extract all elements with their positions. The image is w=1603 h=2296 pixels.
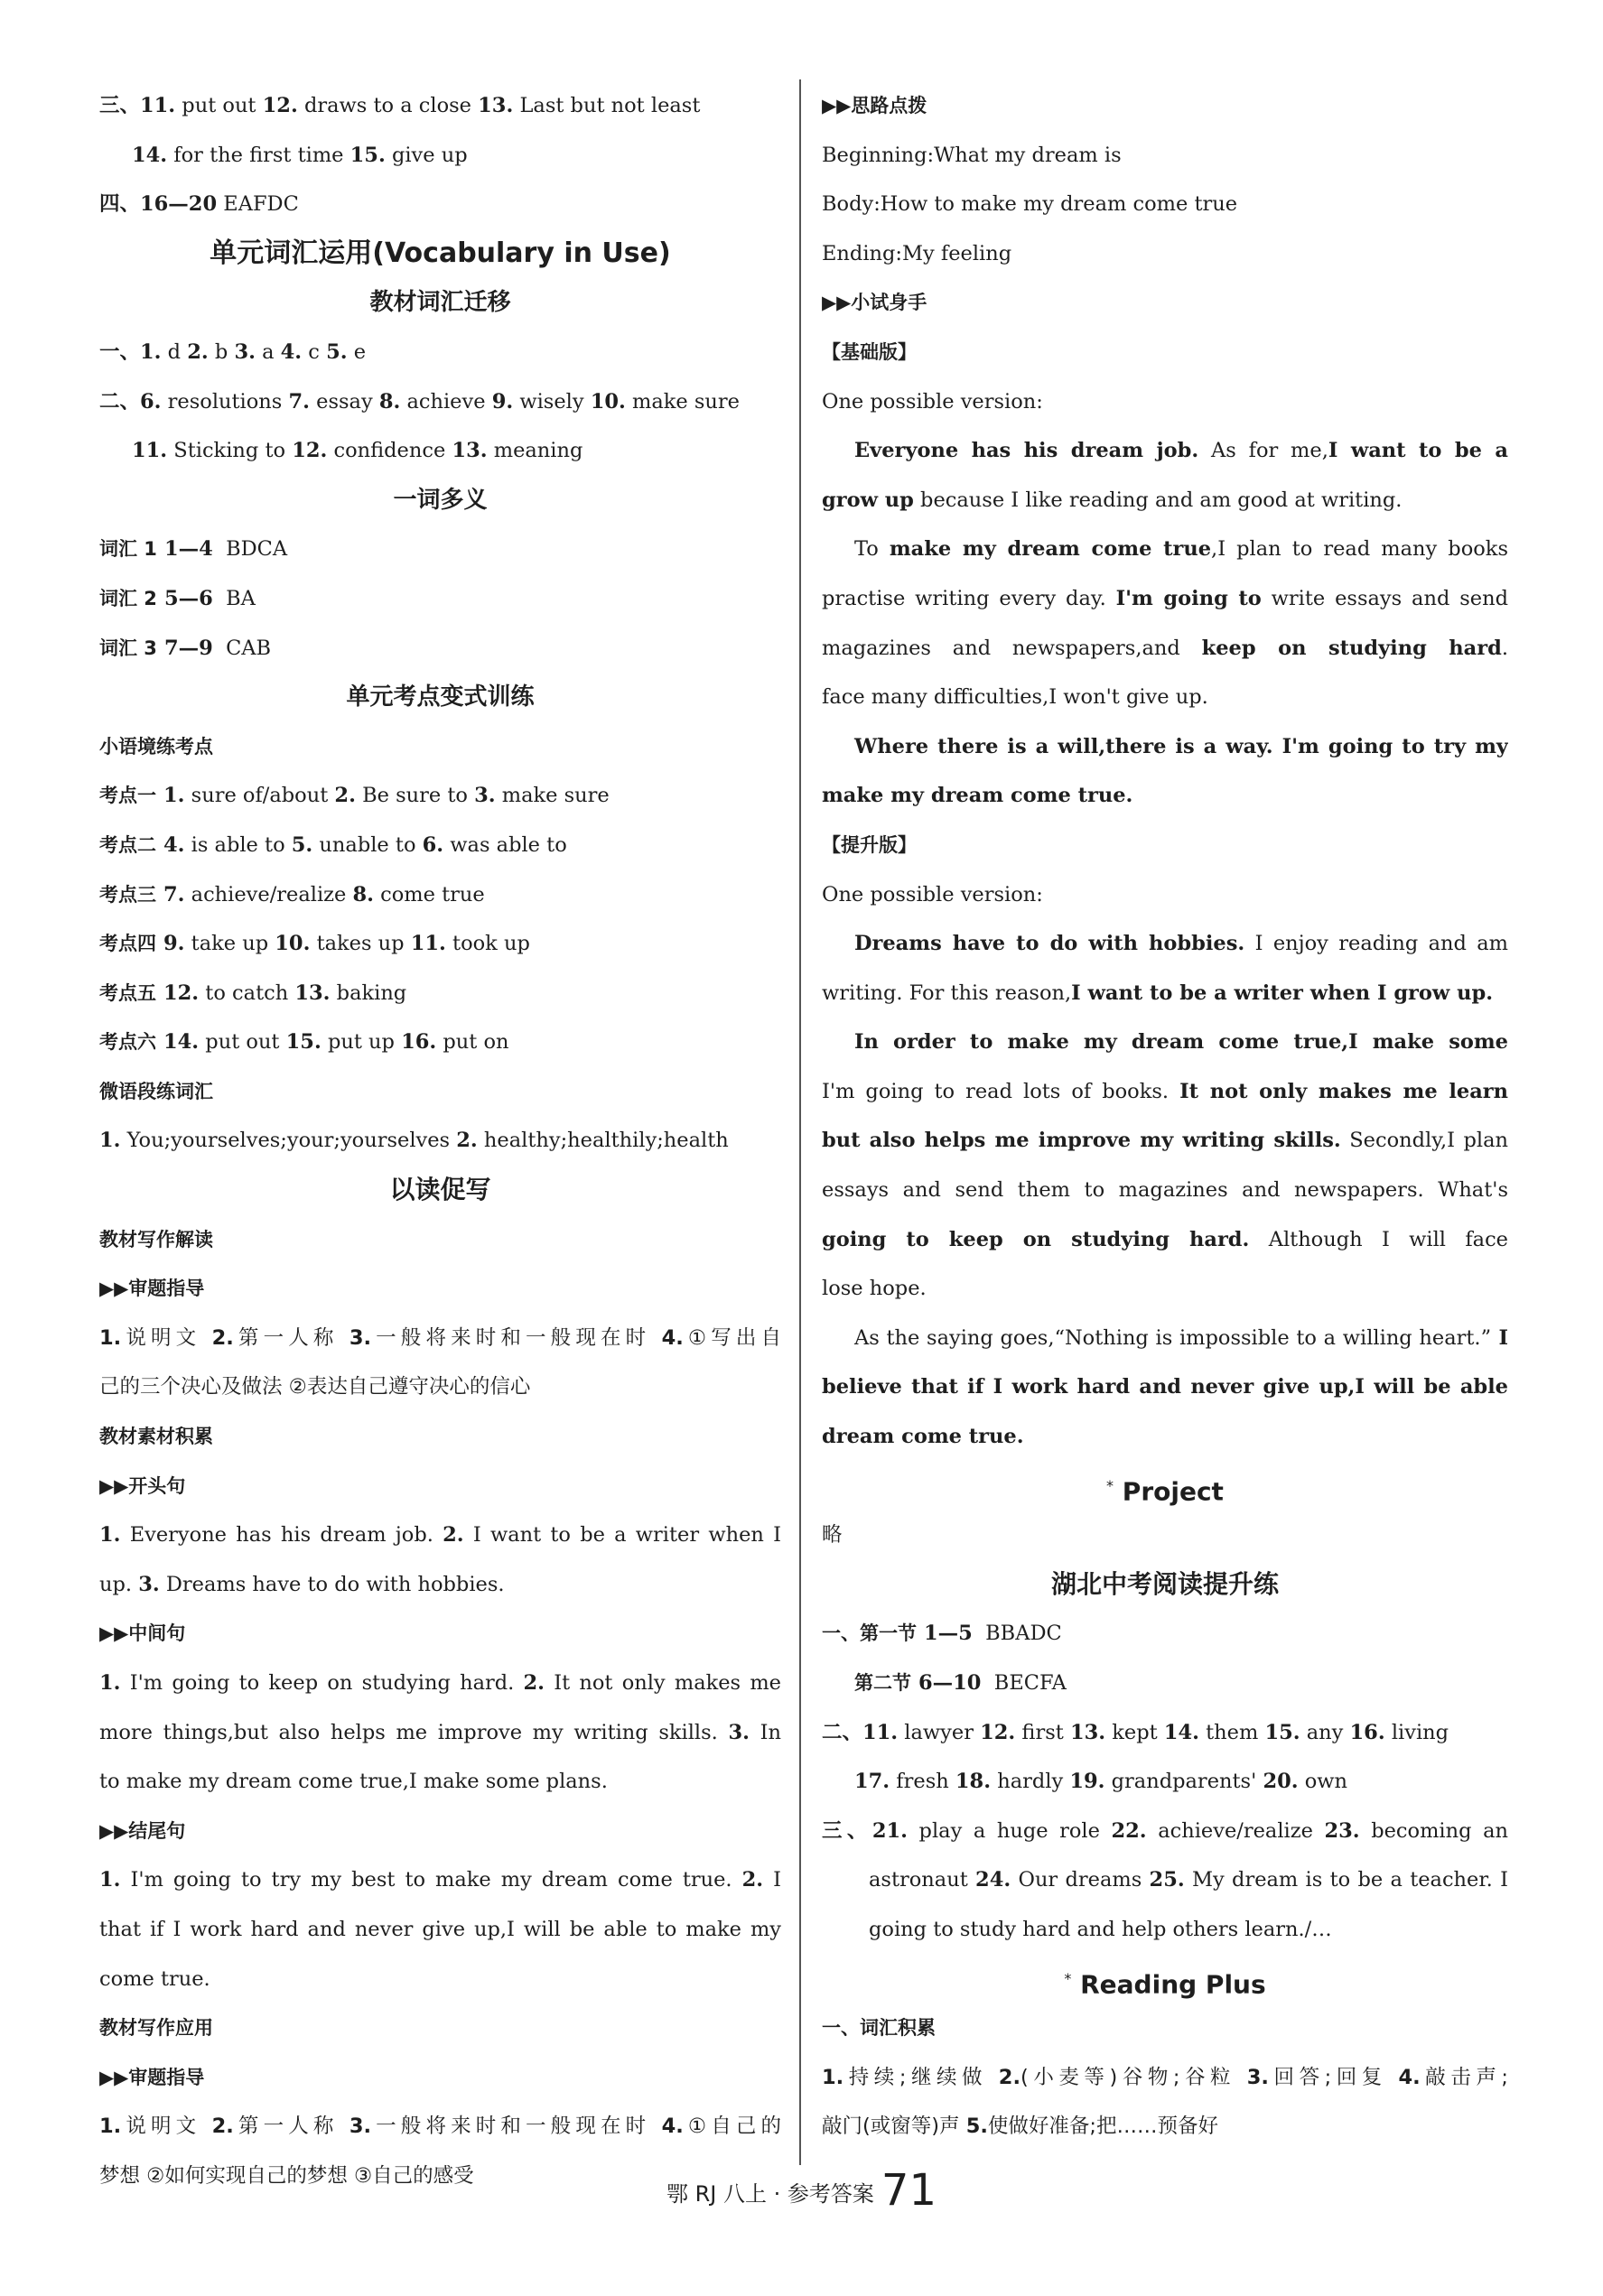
reading-plus-title: * Reading Plus [1064,1968,1266,1999]
topic-guide-2-label: ▶▶审题指导 [99,2066,205,2088]
read-to-write-title: 以读促写 [389,1175,491,1205]
vocab-3-answers: 词汇 3 7—9 CAB [99,636,272,660]
textbook-writing-label: 教材写作解读 [99,1228,213,1250]
outline-beginning: Beginning:What my dream is [822,143,1122,167]
project-title: * Project [1106,1475,1224,1506]
hubei-part-2-line-2: 17. fresh 18. hardly 19. grandparents' 20. own [854,1770,1348,1794]
hubei-part-3-line-1: 三、21. play a huge role 22. achieve/realize 23. becoming an [822,1818,1508,1843]
advanced-version-label: 【提升版】 [822,833,917,856]
hubei-part-2-line-1: 二、11. lawyer 12. first 13. kept 14. them 15. any 16. living [822,1720,1449,1744]
advanced-essay-line-11: dream come true. [822,1425,1024,1449]
vocab-accumulation-line-1: 1.持续;继续做 2.(小麦等)谷物;谷粒 3.回答;回复 4.敲击声; [822,2065,1508,2089]
middle-line-3: to make my dream come true,I make some plans. [99,1770,608,1794]
ending-line-2: that if I work hard and never give up,I will be able to make my [99,1917,781,1941]
advanced-essay-line-10: believe that if I work hard and never give up,I will be able [822,1375,1508,1399]
right-column [822,81,1508,2152]
section-4-line: 四、16—20 EAFDC [99,192,299,217]
advanced-essay-line-3: In order to make my dream come true,I make some [854,1030,1508,1055]
advanced-essay-line-8: lose hope. [822,1277,927,1301]
basic-essay-line-7: Where there is a will,there is a way. I'm going to try my [854,734,1508,758]
opening-sentences-label: ▶▶开头句 [99,1474,186,1497]
advanced-essay-line-4: I'm going to read lots of books. It not only makes me learn [822,1079,1508,1103]
part-one-answers: 一、1. d 2. b 3. a 4. c 5. e [99,339,367,364]
section-3-line-1: 三、11. put out 12. draws to a close 13. Last but not least [99,94,701,117]
advanced-essay-line-7: going to keep on studying hard. Although I will face [822,1227,1508,1251]
topic-guide-line-1: 1.说明文 2.第一人称 3.一般将来时和一般现在时 4.①写出自 [99,1325,781,1350]
thinking-tips-label: ▶▶思路点拨 [822,95,927,116]
page-number: 71 [881,2165,937,2216]
key-point-1: 考点一 1. sure of/about 2. Be sure to 3. make sure [99,784,610,808]
variant-training-title: 单元考点变式训练 [346,683,535,711]
advanced-essay-line-1: Dreams have to do with hobbies. I enjoy reading and am [854,932,1508,956]
left-column [99,81,781,2201]
key-point-6: 考点六 14. put out 15. put up 16. put on [99,1030,509,1055]
ending-line-3: come true. [99,1966,210,1991]
advanced-essay-line-6: essays and send them to magazines and newspapers. What's [822,1178,1508,1203]
topic-guide-label: ▶▶审题指导 [99,1278,205,1300]
hubei-part-1-section-1: 一、第一节 1—5 BBADC [822,1622,1062,1646]
micro-paragraph-label: 微语段练词汇 [99,1080,213,1102]
try-it-label: ▶▶小试身手 [822,292,927,314]
outline-body: Body:How to make my dream come true [822,192,1238,217]
column-divider [799,79,801,2165]
micro-paragraph-answers: 1. You;yourselves;your;yourselves 2. healthy;healthily;health [99,1129,729,1153]
textbook-vocab-transfer-title: 教材词汇迁移 [369,289,511,317]
section-3-line-2: 14. for the first time 15. give up [132,143,468,167]
key-point-2: 考点二 4. is able to 5. unable to 6. was able to [99,832,567,857]
writing-application-label: 教材写作应用 [99,2017,213,2040]
hubei-reading-title: 湖北中考阅读提升练 [1050,1568,1279,1599]
vocab-accumulation-line-2: 敲门(或窗等)声 5.使做好准备;把……预备好 [822,2115,1219,2139]
context-practice-label: 小语境练考点 [99,735,213,758]
key-point-5: 考点五 12. to catch 13. baking [99,981,407,1005]
opening-line-2: up. 3. Dreams have to do with hobbies. [99,1572,505,1596]
key-point-4: 考点四 9. take up 10. takes up 11. took up [99,932,530,956]
page-footer [0,2165,1603,2216]
basic-intro: One possible version: [822,389,1043,414]
hubei-part-1-section-2: 第二节 6—10 BECFA [854,1671,1067,1695]
basic-essay-line-3: To make my dream come true,I plan to read many books [854,537,1508,562]
ending-sentences-label: ▶▶结尾句 [99,1819,186,1842]
advanced-essay-line-9: As the saying goes,“Nothing is impossible to a willing heart.” I [854,1325,1508,1350]
basic-essay-line-8: make my dream come true. [822,784,1133,808]
topic-guide-2-line-2: 梦想 ②如何实现自己的梦想 ③自己的感受 [99,2163,474,2188]
basic-essay-line-6: face many difficulties,I won't give up. [822,685,1208,710]
basic-essay-line-2: grow up because I like reading and am good at writing. [822,488,1403,512]
advanced-intro: One possible version: [822,882,1043,906]
middle-line-1: 1. I'm going to keep on studying hard. 2. It not only makes me [99,1671,781,1695]
topic-guide-line-2: 己的三个决心及做法 ②表达自己遵守决心的信心 [99,1375,531,1399]
hubei-part-3-line-2: astronaut 24. Our dreams 25. My dream is to be a teacher. I [869,1868,1508,1892]
opening-line-1: 1. Everyone has his dream job. 2. I want to be a writer when I [99,1523,781,1548]
material-accumulation-label: 教材素材积累 [99,1426,213,1448]
part-two-answers-line-1: 二、6. resolutions 7. essay 8. achieve 9. wisely 10. make sure [99,389,740,414]
basic-essay-line-5: magazines and newspapers,and keep on studying hard. [822,636,1508,660]
middle-sentences-label: ▶▶中间句 [99,1622,186,1645]
advanced-essay-line-2: writing. For this reason,I want to be a writer when I grow up. [822,981,1494,1005]
advanced-essay-line-5: but also helps me improve my writing skills. Secondly,I plan [822,1129,1508,1153]
middle-line-2: more things,but also helps me improve my writing skills. 3. In [99,1720,781,1744]
footer-label: 鄂 RJ 八上 · 参考答案 [666,2181,874,2207]
project-body: 略 [822,1523,843,1548]
outline-ending: Ending:My feeling [822,241,1012,265]
basic-essay-line-1: Everyone has his dream job. As for me,I want to be a [854,439,1508,463]
hubei-part-3-line-3: going to study hard and help others learn./… [869,1917,1332,1941]
vocab-2-answers: 词汇 2 5—6 BA [99,586,256,610]
vocab-1-answers: 词汇 1 1—4 BDCA [99,537,288,562]
vocab-accumulation-label: 一、词汇积累 [822,2017,936,2040]
polysemy-title: 一词多义 [393,486,488,514]
vocab-in-use-title: 单元词汇运用(Vocabulary in Use) [210,237,671,269]
key-point-3: 考点三 7. achieve/realize 8. come true [99,882,485,906]
topic-guide-2-line-1: 1.说明文 2.第一人称 3.一般将来时和一般现在时 4.①自己的 [99,2115,781,2139]
basic-version-label: 【基础版】 [822,340,917,363]
ending-line-1: 1. I'm going to try my best to make my dream come true. 2. I [99,1868,781,1892]
basic-essay-line-4: practise writing every day. I'm going to write essays and send [822,586,1508,610]
part-two-answers-line-2: 11. Sticking to 12. confidence 13. meaning [132,439,583,463]
